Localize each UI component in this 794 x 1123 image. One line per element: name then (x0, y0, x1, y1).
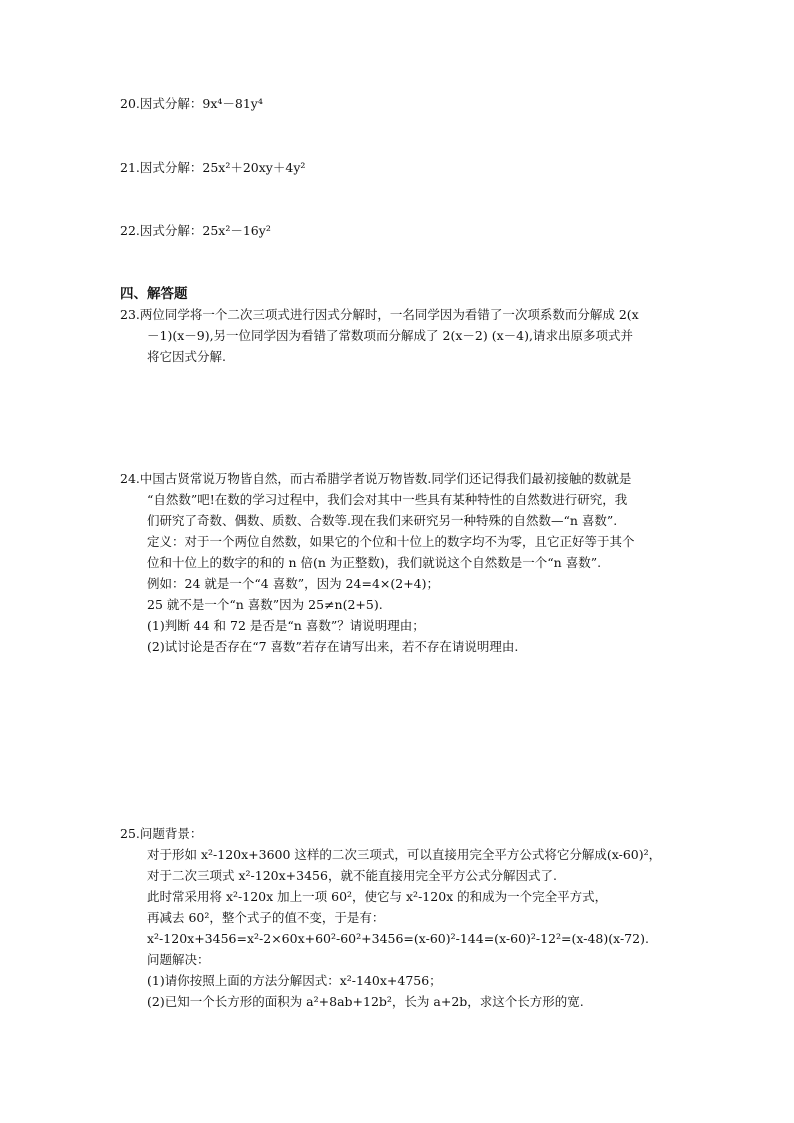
question-25-line: 再减去 60²，整个式子的值不变，于是有： (147, 910, 385, 925)
question-24-line: (1)判断 44 和 72 是否是“n 喜数”？请说明理由； (147, 618, 425, 633)
question-25-line: 对于二次三项式 x²-120x+3456，就不能直接用完全平方公式分解因式了. (147, 868, 557, 883)
question-25-line: 此时常采用将 x²-120x 加上一项 60²，使它与 x²-120x 的和成为一个完全平方式， (147, 889, 608, 904)
question-24-line: 定义：对于一个两位自然数，如果它的个位和十位上的数字均不为零，且它正好等于其个 (147, 534, 635, 549)
question-23-line: 23.两位同学将一个二次三项式进行因式分解时，一名同学因为看错了一次项系数而分解成 2(x (120, 307, 639, 322)
question-23-line: －1)(x－9),另一位同学因为看错了常数项而分解成了 2(x－2) (x－4),请求出原多项式并 (147, 328, 633, 343)
section-heading: 四、解答题 (120, 286, 188, 302)
question-20: 20.因式分解：9x⁴－81y⁴ (120, 96, 263, 111)
question-25-line: (2)已知一个长方形的面积为 a²+8ab+12b²，长为 a+2b，求这个长方形的宽. (147, 994, 584, 1009)
question-25-line: x²-120x+3456=x²-2×60x+60²-60²+3456=(x-60)²-144=(x-60)²-12²=(x-48)(x-72). (147, 931, 649, 946)
question-24-line: 25 就不是一个“n 喜数”因为 25≠n(2+5). (147, 597, 383, 612)
question-25-line: 25.问题背景： (120, 826, 203, 841)
question-23-line: 将它因式分解. (147, 349, 226, 364)
question-22: 22.因式分解：25x²－16y² (120, 223, 271, 238)
question-25-line: (1)请你按照上面的方法分解因式：x²-140x+4756； (147, 973, 442, 988)
question-21: 21.因式分解：25x²＋20xy＋4y² (120, 160, 306, 175)
question-25-line: 问题解决： (147, 952, 210, 967)
question-24-line: 位和十位上的数字的和的 n 倍(n 为正整数)，我们就说这个自然数是一个“n 喜数”. (147, 555, 602, 570)
question-24-line: 们研究了奇数、偶数、质数、合数等.现在我们来研究另一种特殊的自然数—“n 喜数”. (147, 513, 618, 528)
question-24-line: 24.中国古贤常说万物皆自然，而古希腊学者说万物皆数.同学们还记得我们最初接触的数就是 (120, 471, 632, 486)
question-24-line: 例如：24 就是一个“4 喜数”，因为 24=4×(2+4)； (147, 576, 439, 591)
question-25-line: 对于形如 x²-120x+3600 这样的二次三项式，可以直接用完全平方公式将它分解成(x-60)²， (147, 847, 662, 862)
question-24-line: “自然数”吧!在数的学习过程中，我们会对其中一些具有某种特性的自然数进行研究，我 (147, 492, 628, 507)
question-24-line: (2)试讨论是否存在“7 喜数”若存在请写出来，若不存在请说明理由. (147, 639, 519, 654)
